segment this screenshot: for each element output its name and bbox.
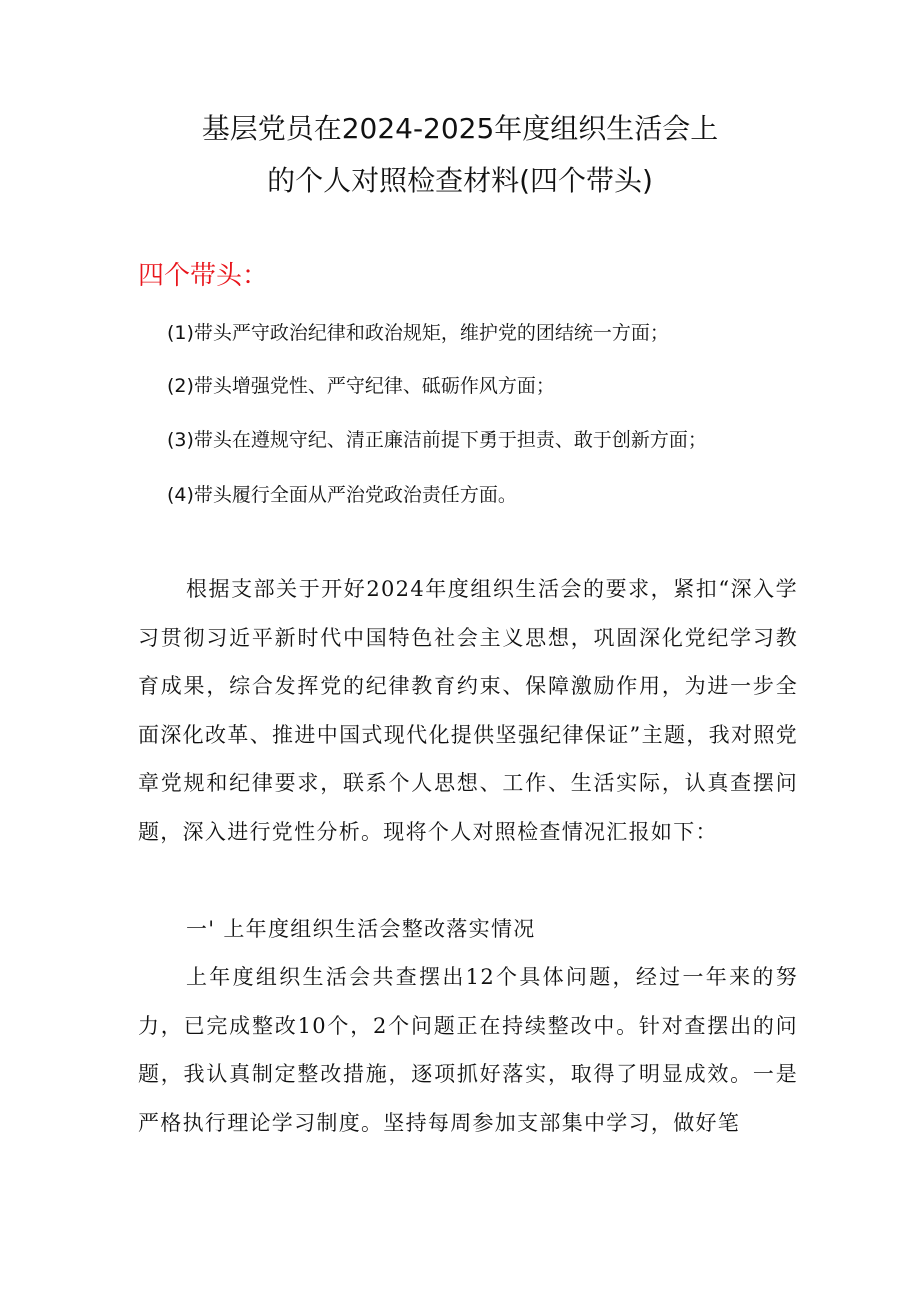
list-item: (4)带头履行全面从严治党政治责任方面。 xyxy=(167,484,517,506)
subsection-heading: 一' 上年度组织生活会整改落实情况 xyxy=(186,917,536,941)
list-item: (1)带头严守政治纪律和政治规矩，维护党的团结统一方面； xyxy=(167,322,669,344)
document-title-line-1: 基层党员在2024-2025年度组织生活会上 xyxy=(201,112,719,145)
list-item: (2)带头增强党性、严守纪律、砥砺作风方面； xyxy=(167,375,555,397)
rectification-paragraph: 上年度组织生活会共查摆出12个具体问题，经过一年来的努力，已完成整改10个，2个问题正在持续整改中。针对查摆出的问题，我认真制定整改措施，逐项抓好落实，取得了明显成效。一是严格执行理论学习制度。坚持每周参加支部集中学习，做好笔 xyxy=(138,965,798,1135)
intro-paragraph: 根据支部关于开好2024年度组织生活会的要求，紧扣“深入学习贯彻习近平新时代中国特色社会主义思想，巩固深化党纪学习教育成果，综合发挥党的纪律教育约束、保障激励作用，为进一步全面深化改革、推进中国式现代化提供坚强纪律保证”主题，我对照党章党规和纪律要求，联系个人思想、工作、生活实际，认真查摆问题，深入进行党性分析。现将个人对照检查情况汇报如下： xyxy=(138,577,798,844)
document-title-line-2: 的个人对照检查材料(四个带头) xyxy=(267,164,653,197)
section-heading-four-leads: 四个带头： xyxy=(138,261,269,291)
list-item: (3)带头在遵规守纪、清正廉洁前提下勇于担责、敢于创新方面； xyxy=(167,429,707,451)
